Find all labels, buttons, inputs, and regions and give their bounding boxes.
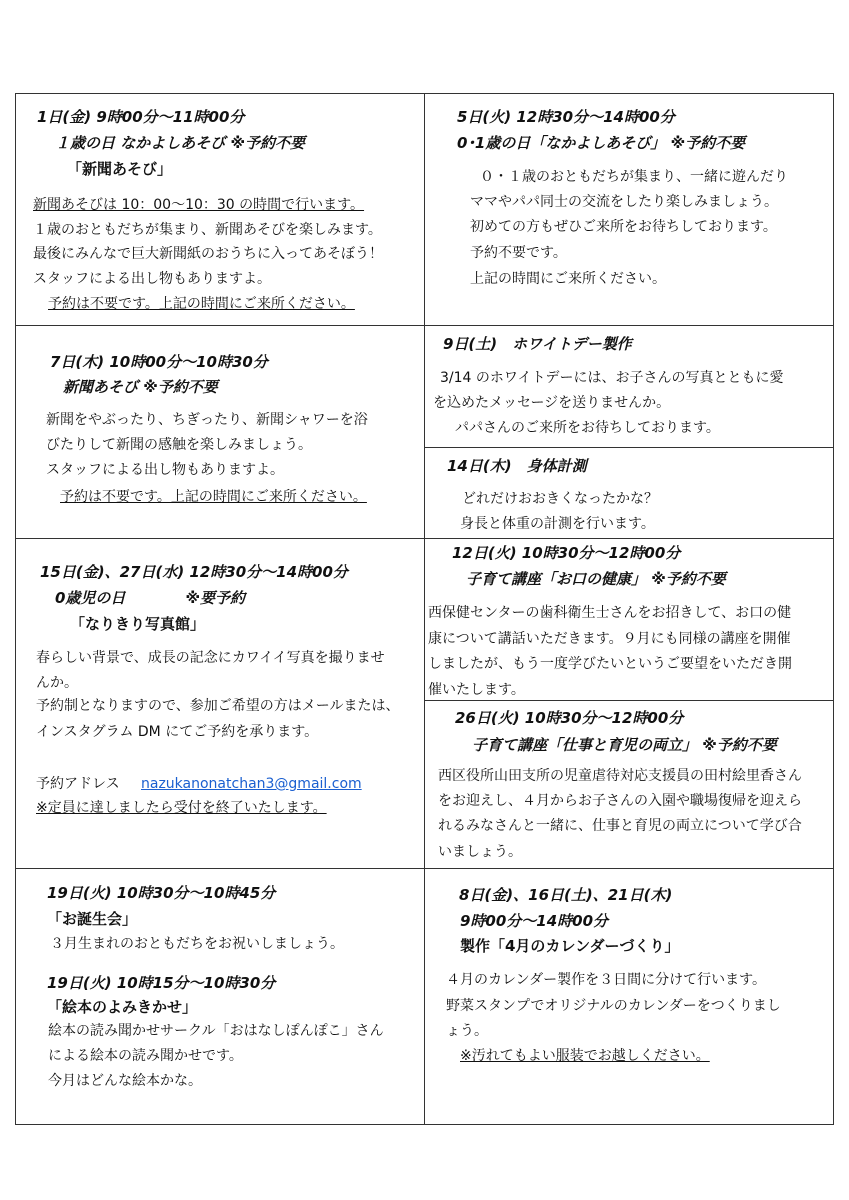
event-text: 予約制となりますので、参加ご希望の方はメールまたは、 [36,698,400,714]
event-title: 「お誕生会」 [47,910,138,928]
event-text: スタッフによる出し物もありますよ。 [33,271,271,287]
event-text: 西保健センターの歯科衛生士さんをお招きして、お口の健 [428,605,792,621]
event-heading: 15日(金)、27日(水) 12時30分～14時00分 [40,563,348,581]
event-heading: 子育て講座「お口の健康」 ※予約不要 [466,570,726,588]
email-label: 予約アドレス [36,776,120,792]
row-divider [15,325,834,326]
event-heading: 9時00分～14時00分 [460,912,609,930]
event-text: による絵本の読み聞かせです。 [48,1048,243,1064]
event-text: ょう。 [446,1023,488,1039]
event-text: 新聞あそびは 10：00～10：30 の時間で行います。 [33,197,365,213]
event-heading: 1日(金) 9時00分～11時00分 [37,108,245,126]
event-note: ※定員に達しましたら受付を終了いたします。 [36,800,327,816]
event-heading: 12日(火) 10時30分～12時00分 [452,544,681,562]
event-text: パパさんのご来所をお待ちしております。 [455,420,720,436]
event-text: 予約不要です。 [470,245,567,261]
event-text: どれだけおおきくなったかな？ [462,491,658,507]
row-divider [15,868,834,869]
event-text: びたりして新聞の感触を楽しみましょう。 [46,437,312,453]
email-link[interactable]: nazukanonatchan3@gmail.com [141,776,362,792]
event-text: ママやパパ同士の交流をしたり楽しみましょう。 [470,194,778,210]
event-heading: 26日(火) 10時30分～12時00分 [455,709,684,727]
event-note: ※汚れてもよい服装でお越しください。 [460,1048,710,1064]
event-text: 康について講話いただきます。９月にも同様の講座を開催 [428,631,791,647]
event-text: １歳のおともだちが集まり、新聞あそびを楽しみます。 [33,222,382,238]
event-note: 予約は不要です。上記の時間にご来所ください。 [48,296,355,312]
cell-divider [424,447,834,448]
event-text: 野菜スタンプでオリジナルのカレンダーをつくりまし [446,998,781,1014]
event-text: スタッフによる出し物もありますよ。 [46,462,284,478]
event-heading: １歳の日 なかよしあそび ※予約不要 [55,134,306,152]
event-text: ０・１歳のおともだちが集まり、一緒に遊んだり [480,169,788,185]
event-text: をお迎えし、４月からお子さんの入園や職場復帰を迎えら [438,793,802,809]
event-heading: 0･1歳の日「なかよしあそび」 ※予約不要 [457,134,746,152]
event-heading: 14日(木) 身体計測 [447,457,587,475]
event-text: んか。 [36,675,78,691]
event-heading: 0歳児の日 ※要予約 [55,589,246,607]
event-text: しましたが、もう一度学びたいというご要望をいただき開 [428,656,792,672]
event-title: 「絵本のよみきかせ」 [47,998,198,1016]
event-text: 3/14 のホワイトデーには、お子さんの写真とともに愛 [440,370,784,386]
event-title: 製作「4月のカレンダーづくり」 [460,937,680,955]
event-heading: 5日(火) 12時30分～14時00分 [457,108,675,126]
event-text: 今月はどんな絵本かな。 [48,1073,202,1089]
event-text: 新聞をやぶったり、ちぎったり、新聞シャワーを浴 [46,412,368,428]
event-text: インスタグラム DM にてご予約を承ります。 [36,724,319,740]
column-divider [424,93,425,1125]
event-heading: 7日(木) 10時00分～10時30分 [50,353,268,371]
event-heading: 19日(火) 10時30分～10時45分 [47,884,276,902]
event-text: 春らしい背景で、成長の記念にカワイイ写真を撮りませ [36,650,385,666]
event-text: れるみなさんと一緒に、仕事と育児の両立について学び合 [438,818,802,834]
event-text: ３月生まれのおともだちをお祝いしましょう。 [50,936,344,952]
event-title: 「新聞あそび」 [67,160,173,178]
event-text: 身長と体重の計測を行います。 [460,516,655,532]
event-title: 「なりきり写真館」 [70,615,206,633]
event-text: 絵本の読み聞かせサークル「おはなしぽんぽこ」さん [48,1023,384,1039]
event-text: 西区役所山田支所の児童虐待対応支援員の田村絵里香さん [438,768,802,784]
event-text: 催いたします。 [428,682,525,698]
event-text: 最後にみんなで巨大新聞紙のおうちに入ってあそぼう！ [33,246,383,262]
row-divider [15,538,834,539]
event-heading: 9日(土) ホワイトデー製作 [443,335,632,353]
event-text: を込めたメッセージを送りませんか。 [433,395,671,411]
event-heading: 19日(火) 10時15分～10時30分 [47,974,276,992]
event-heading: 子育て講座「仕事と育児の両立」 ※予約不要 [472,736,777,754]
event-text: 初めての方もぜひご来所をお待ちしております。 [470,219,777,235]
event-heading: 8日(金)、16日(土)、21日(木) [459,886,673,904]
event-note: 予約は不要です。上記の時間にご来所ください。 [60,489,367,505]
event-text: 上記の時間にご来所ください。 [470,271,666,287]
event-heading: 新聞あそび ※予約不要 [63,378,218,396]
event-text: ４月のカレンダー製作を３日間に分けて行います。 [446,972,766,988]
cell-divider [424,700,834,701]
event-text: いましょう。 [438,844,522,860]
